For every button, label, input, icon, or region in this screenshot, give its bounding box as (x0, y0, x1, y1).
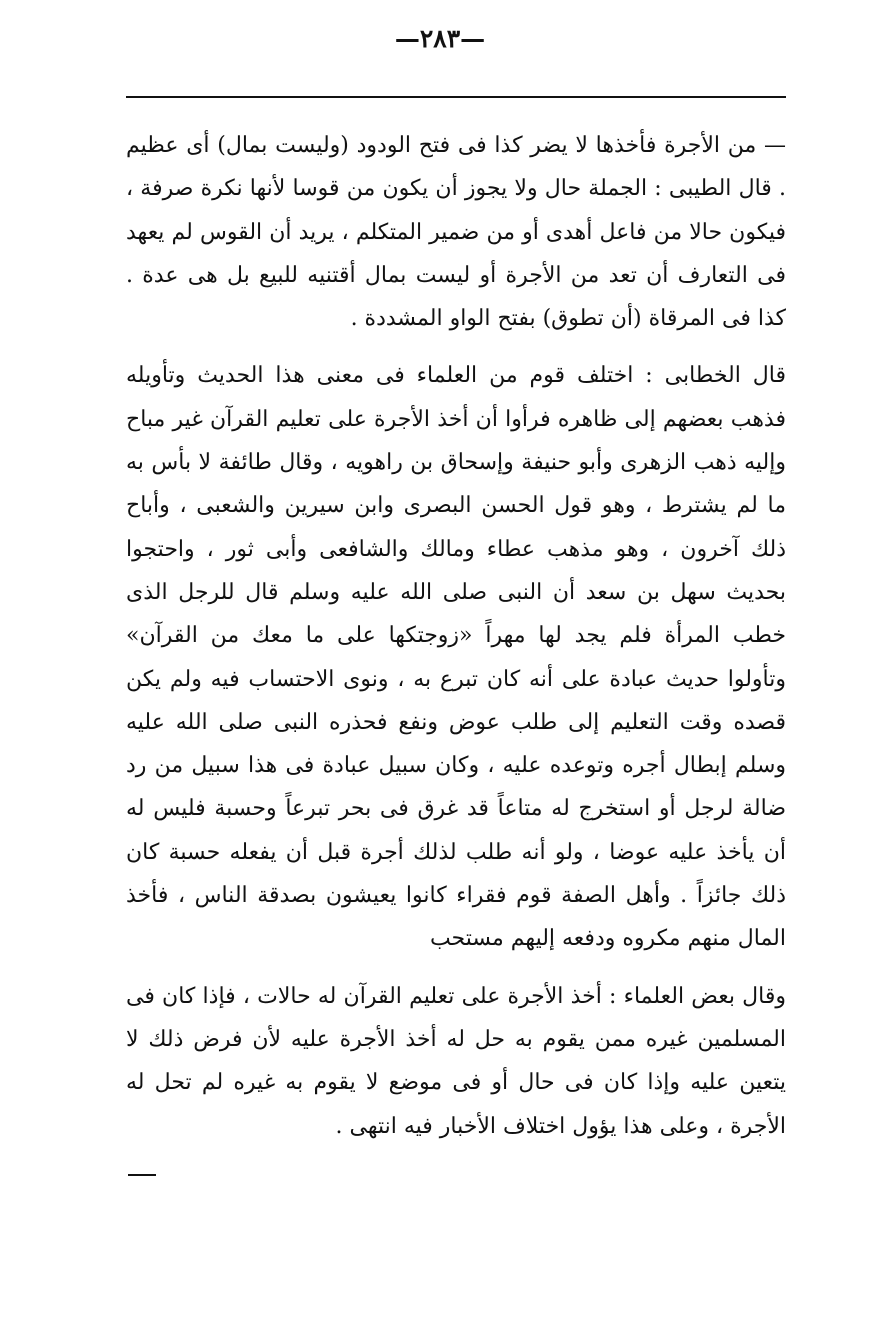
end-dash (128, 1174, 156, 1176)
header-rule (126, 96, 786, 98)
paragraph-fath-al-wadud: — من الأجرة فأخذها لا يضر كذا فى فتح الودود (وليست بمال) أى عظيم . قال الطيبى : الجملة حال ولا يجوز أن يكون من قوسا لأنها نكرة صرفة ، فيكون حالا من فاعل أهدى أو من ضمير المتكلم ، يريد أن القوس لم يعهد فى التعارف أن تعد من الأجرة أو ليست بمال أقتنيه للبيع بل هى عدة . كذا فى المرقاة (أن تطوق) بفتح الواو المشددة . (126, 133, 786, 332)
page-number: —٢٨٣— (394, 24, 486, 53)
paragraph-some-scholars: وقال بعض العلماء : أخذ الأجرة على تعليم القرآن له حالات ، فإذا كان فى المسلمين غيره ممن يقوم به حل له أخذ الأجرة عليه لأن فرض ذلك لا يتعين عليه وإذا كان فى حال أو فى موضع لا يقوم به غيره لم تحل له الأجرة ، وعلى هذا يؤول اختلاف الأخبار فيه انتهى . (126, 983, 786, 1139)
paragraph-khattabi: قال الخطابى : اختلف قوم من العلماء فى معنى هذا الحديث وتأويله فذهب بعضهم إلى ظاهره فرأوا أن أخذ الأجرة على تعليم القرآن غير مباح وإليه ذهب الزهرى وأبو حنيفة وإسحاق بن راهويه ، وقال طائفة لا بأس به ما لم يشترط ، وهو قول الحسن البصرى وابن سيرين والشعبى ، وأباح ذلك آخرون ، وهو مذهب عطاء ومالك والشافعى وأبى ثور ، واحتجوا بحديث سهل بن سعد أن النبى صلى الله عليه وسلم قال للرجل الذى خطب المرأة فلم يجد لها مهراً «زوجتكها على ما معك من القرآن» وتأولوا حديث عبادة على أنه كان تبرع به ، ونوى الاحتساب فيه ولم يكن قصده وقت التعليم إلى طلب عوض ونفع فحذره النبى صلى الله عليه وسلم إبطال أجره وتوعده عليه ، وكان سبيل عبادة فى هذا سبيل من رد ضالة لرجل أو استخرج له متاعاً قد غرق فى بحر تبرعاً وحسبة فليس له أن يأخذ عليه عوضا ، ولو أنه طلب لذلك أجرة قبل أن يفعله حسبة كان ذلك جائزاً . وأهل الصفة قوم فقراء كانوا يعيشون بصدقة الناس ، فأخذ المال منهم مكروه ودفعه إليهم مستحب (126, 363, 786, 952)
body-text (126, 124, 786, 1148)
